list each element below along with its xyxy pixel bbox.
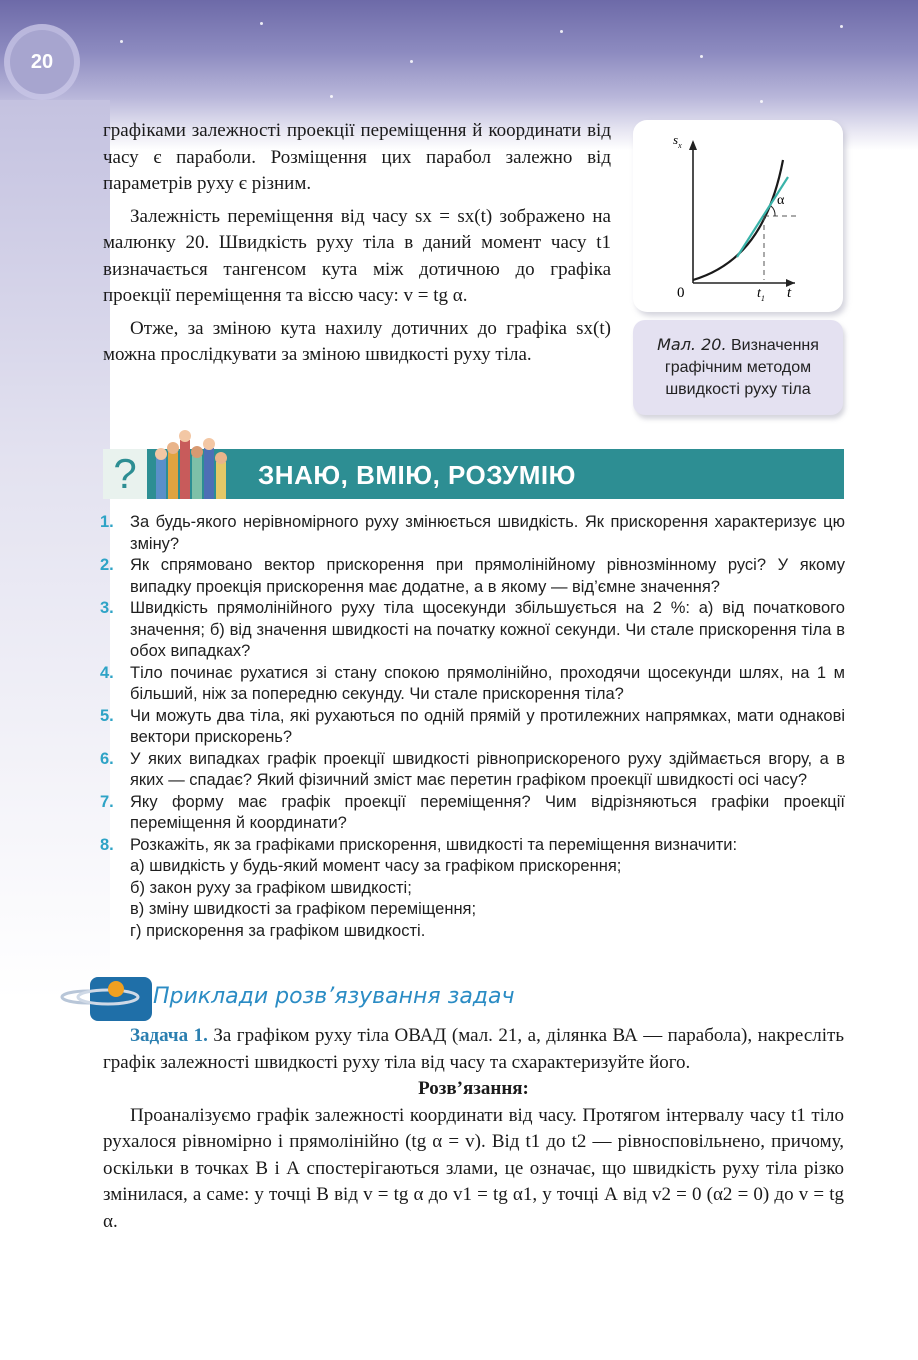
s-axis-arrow-icon: [689, 140, 697, 150]
examples-icon: [60, 975, 155, 1025]
question-item: [100, 663, 845, 706]
question-text: Яку форму має графік проекції переміщення? Чим відрізняються графіки проекції переміщення й координати?: [130, 792, 845, 832]
question-text: Розкажіть, як за графіками прискорення, швидкості та переміщення визначити:: [130, 835, 738, 854]
t1-label: $t_1$: [757, 286, 765, 303]
questions-list: [100, 512, 845, 942]
intro-paragraph-2: Залежність переміщення від часу sx = sx(t) зображено на малюнку 20. Швидкість руху тіла в даний момент часу t1 визначається тангенсом кута між дотичною до графіка проекції переміщення та віссю часу: v = tg α.: [103, 205, 611, 306]
parabola-curve: [693, 160, 783, 280]
question-text: Швидкість прямолінійного руху тіла щосекунди збільшується на 2 %: а) від початкового значення; б) від значення швидкості на початку кожної секунди. Чи стале прискорення тіла в обох випадках?: [130, 599, 845, 660]
intro-text: [103, 118, 611, 375]
question-text: Тіло починає рухатися зі стану спокою прямолінійно, проходячи щосекунди шлях, на 1 м більший, ніж за попередню секунду. Чи стале прискорення тіла?: [130, 663, 845, 703]
questions-title: ЗНАЮ, ВМІЮ, РОЗУМІЮ: [258, 460, 576, 490]
question-icon: ?: [103, 449, 147, 499]
t-axis-label: t: [787, 285, 792, 301]
banner-star: [330, 95, 333, 98]
question-number: 3.: [100, 599, 114, 617]
banner-star: [410, 60, 413, 63]
question-item: [100, 598, 845, 663]
banner-star: [840, 25, 843, 28]
question-text: Як спрямовано вектор прискорення при прямолінійному рівнозмінному русі? У якому випадку проекція прискорення має додатне, а в якому — від’ємне значення?: [130, 556, 845, 596]
banner-star: [760, 100, 763, 103]
question-text: У яких випадках графік проекції швидкості рівноприскореного руху здіймається вгору, а в яких — спадає? Який фізичний зміст має перетин графіком проекції швидкості осі часу?: [130, 749, 845, 789]
question-number: 1.: [100, 513, 114, 531]
caption-prefix: Мал. 20.: [657, 335, 727, 354]
question-item: [100, 512, 845, 555]
question-text: Чи можуть два тіла, які рухаються по одній прямій у протилежних напрямках, мати однакові вектори прискорень?: [130, 706, 845, 746]
page-number: 20: [30, 50, 54, 73]
examples-title: Приклади розв’язування задач: [153, 984, 515, 1009]
intro-paragraph-1: графіками залежності проекції переміщення й координати від часу є параболи. Розміщення цих парабол залежно від параметрів руху є різним.: [103, 120, 611, 194]
task-block: [103, 1023, 844, 1235]
banner-star: [560, 30, 563, 33]
question-number: 5.: [100, 706, 114, 725]
intro-paragraph-3: Отже, за зміною кута нахилу дотичних до графіка sx(t) можна прослідкувати за зміною швидкості руху тіла.: [103, 317, 611, 365]
question-item: [100, 706, 845, 749]
subitem: а) швидкість у будь-який момент часу за графіком прискорення;: [130, 857, 622, 875]
solution-label: Розв’язання:: [418, 1078, 529, 1099]
subitem: б) закон руху за графіком швидкості;: [130, 878, 412, 897]
question-number: 8.: [100, 835, 114, 854]
question-text: За будь-якого нерівномірного руху змінюється швидкість. Як прискорення характеризує цю зміну?: [130, 513, 845, 553]
banner-star: [700, 55, 703, 58]
page-number-badge: [10, 30, 74, 94]
solution-text: Проаналізуємо графік залежності координати від часу. Протягом інтервалу часу t1 тіло рухалося рівномірно і прямолінійно (tg α = v). Від t1 до t2 — рівносповільнено, причому, оскільки в точках В і А спостерігаються злами, це означає, що швидкість руху тіла різко змінилася, а саме: у точці В від v = tg α до v1 = tg α1, у точці А від v2 = 0 (α2 = 0) до v = tg α.: [103, 1104, 844, 1232]
task-label: Задача 1.: [130, 1025, 208, 1046]
subitem: г) прискорення за графіком швидкості.: [130, 921, 426, 940]
figure-caption: [633, 320, 843, 415]
task-statement: [103, 1023, 844, 1076]
task-text: За графіком руху тіла ОВАД (мал. 21, а, ділянка ВА — парабола), накресліть графік залежності швидкості руху тіла від часу та схарактеризуйте його.: [103, 1025, 845, 1073]
question-item: [100, 749, 845, 792]
question-number: 7.: [100, 792, 114, 811]
tangent-graph: [633, 120, 843, 312]
tangent-line: [737, 177, 788, 257]
side-decoration: [0, 100, 110, 1000]
subitem: в) зміну швидкості за графіком переміщення;: [130, 900, 477, 918]
question-item: [100, 555, 845, 598]
question-item: [100, 792, 845, 835]
caption-text: Визначення графічним методом швидкості руху тіла: [664, 337, 819, 398]
origin-label: 0: [677, 285, 685, 301]
raised-hands-icon: [150, 428, 242, 499]
s-axis-label: $s_x$: [673, 132, 682, 150]
figure-20: [633, 120, 843, 312]
banner-star: [120, 40, 123, 43]
angle-label: α: [777, 193, 785, 208]
question-number: 6.: [100, 749, 114, 768]
banner-star: [260, 22, 263, 25]
question-item: [100, 835, 845, 857]
angle-arc: [771, 206, 775, 216]
question-number: 2.: [100, 556, 114, 574]
question-number: 4.: [100, 663, 114, 682]
